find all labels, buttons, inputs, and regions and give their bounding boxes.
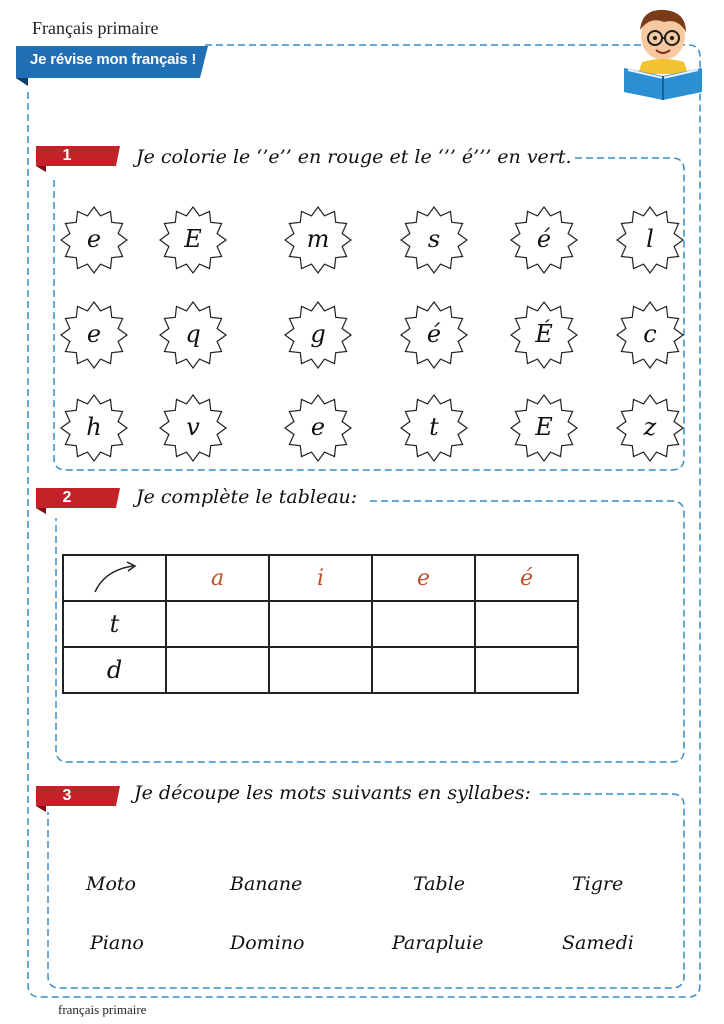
letter-cell[interactable]: E bbox=[184, 225, 202, 253]
word-item: Samedi bbox=[562, 932, 634, 954]
exercise-number-1: 1 bbox=[62, 147, 72, 164]
letter-cell[interactable]: m bbox=[306, 225, 330, 253]
table-answer-cell[interactable] bbox=[475, 647, 578, 693]
exercise-title-3: Je découpe les mots suivants en syllabes: bbox=[134, 782, 531, 804]
table-answer-cell[interactable] bbox=[372, 601, 475, 647]
page-header: Français primaire bbox=[32, 18, 159, 38]
letter-cell[interactable]: v bbox=[186, 413, 200, 441]
table-row-header: t bbox=[63, 601, 166, 647]
word-item: Tigre bbox=[572, 873, 624, 895]
word-item: Table bbox=[413, 873, 466, 895]
table-answer-cell[interactable] bbox=[269, 601, 372, 647]
table-column-header: e bbox=[372, 555, 475, 601]
letter-cell[interactable]: é bbox=[426, 320, 442, 348]
letter-cell[interactable]: e bbox=[86, 320, 102, 348]
table-answer-cell[interactable] bbox=[269, 647, 372, 693]
word-item: Parapluie bbox=[392, 932, 484, 954]
letter-cell[interactable]: E bbox=[535, 413, 553, 441]
word-item: Domino bbox=[230, 932, 305, 954]
table-column-header: é bbox=[475, 555, 578, 601]
table-answer-cell[interactable] bbox=[166, 601, 269, 647]
table-column-header: a bbox=[166, 555, 269, 601]
word-item: Piano bbox=[90, 932, 144, 954]
table-answer-cell[interactable] bbox=[475, 601, 578, 647]
letter-cell[interactable]: l bbox=[646, 225, 654, 253]
letter-cell[interactable]: e bbox=[86, 225, 102, 253]
page-footer: français primaire bbox=[58, 1002, 147, 1017]
letter-cell[interactable]: q bbox=[185, 320, 201, 348]
letter-cell[interactable]: h bbox=[86, 413, 102, 441]
exercise-title-2: Je complète le tableau: bbox=[136, 486, 358, 508]
table-row-header: d bbox=[63, 647, 166, 693]
word-item: Banane bbox=[230, 873, 303, 895]
word-item: Moto bbox=[86, 873, 136, 895]
letter-cell[interactable]: c bbox=[643, 320, 657, 348]
letter-cell[interactable]: z bbox=[643, 413, 657, 441]
letter-cell[interactable]: g bbox=[310, 320, 326, 348]
exercise-title-1: Je colorie le ‘’e’’ en rouge et le ‘’’ é’’’ en vert. bbox=[136, 146, 572, 168]
syllable-table bbox=[62, 554, 579, 694]
exercise-number-3: 3 bbox=[62, 787, 72, 804]
letter-cell[interactable]: e bbox=[310, 413, 326, 441]
letter-cell[interactable]: s bbox=[427, 225, 441, 253]
banner-title: Je révise mon français ! bbox=[30, 51, 197, 68]
letter-cell[interactable]: É bbox=[535, 320, 553, 348]
letter-cell[interactable]: é bbox=[536, 225, 552, 253]
table-column-header: i bbox=[269, 555, 372, 601]
table-answer-cell[interactable] bbox=[372, 647, 475, 693]
table-answer-cell[interactable] bbox=[166, 647, 269, 693]
letter-cell[interactable]: t bbox=[429, 413, 439, 441]
exercise-number-2: 2 bbox=[62, 489, 72, 506]
curved-arrow-icon bbox=[85, 556, 145, 596]
table-corner-cell bbox=[63, 555, 166, 601]
